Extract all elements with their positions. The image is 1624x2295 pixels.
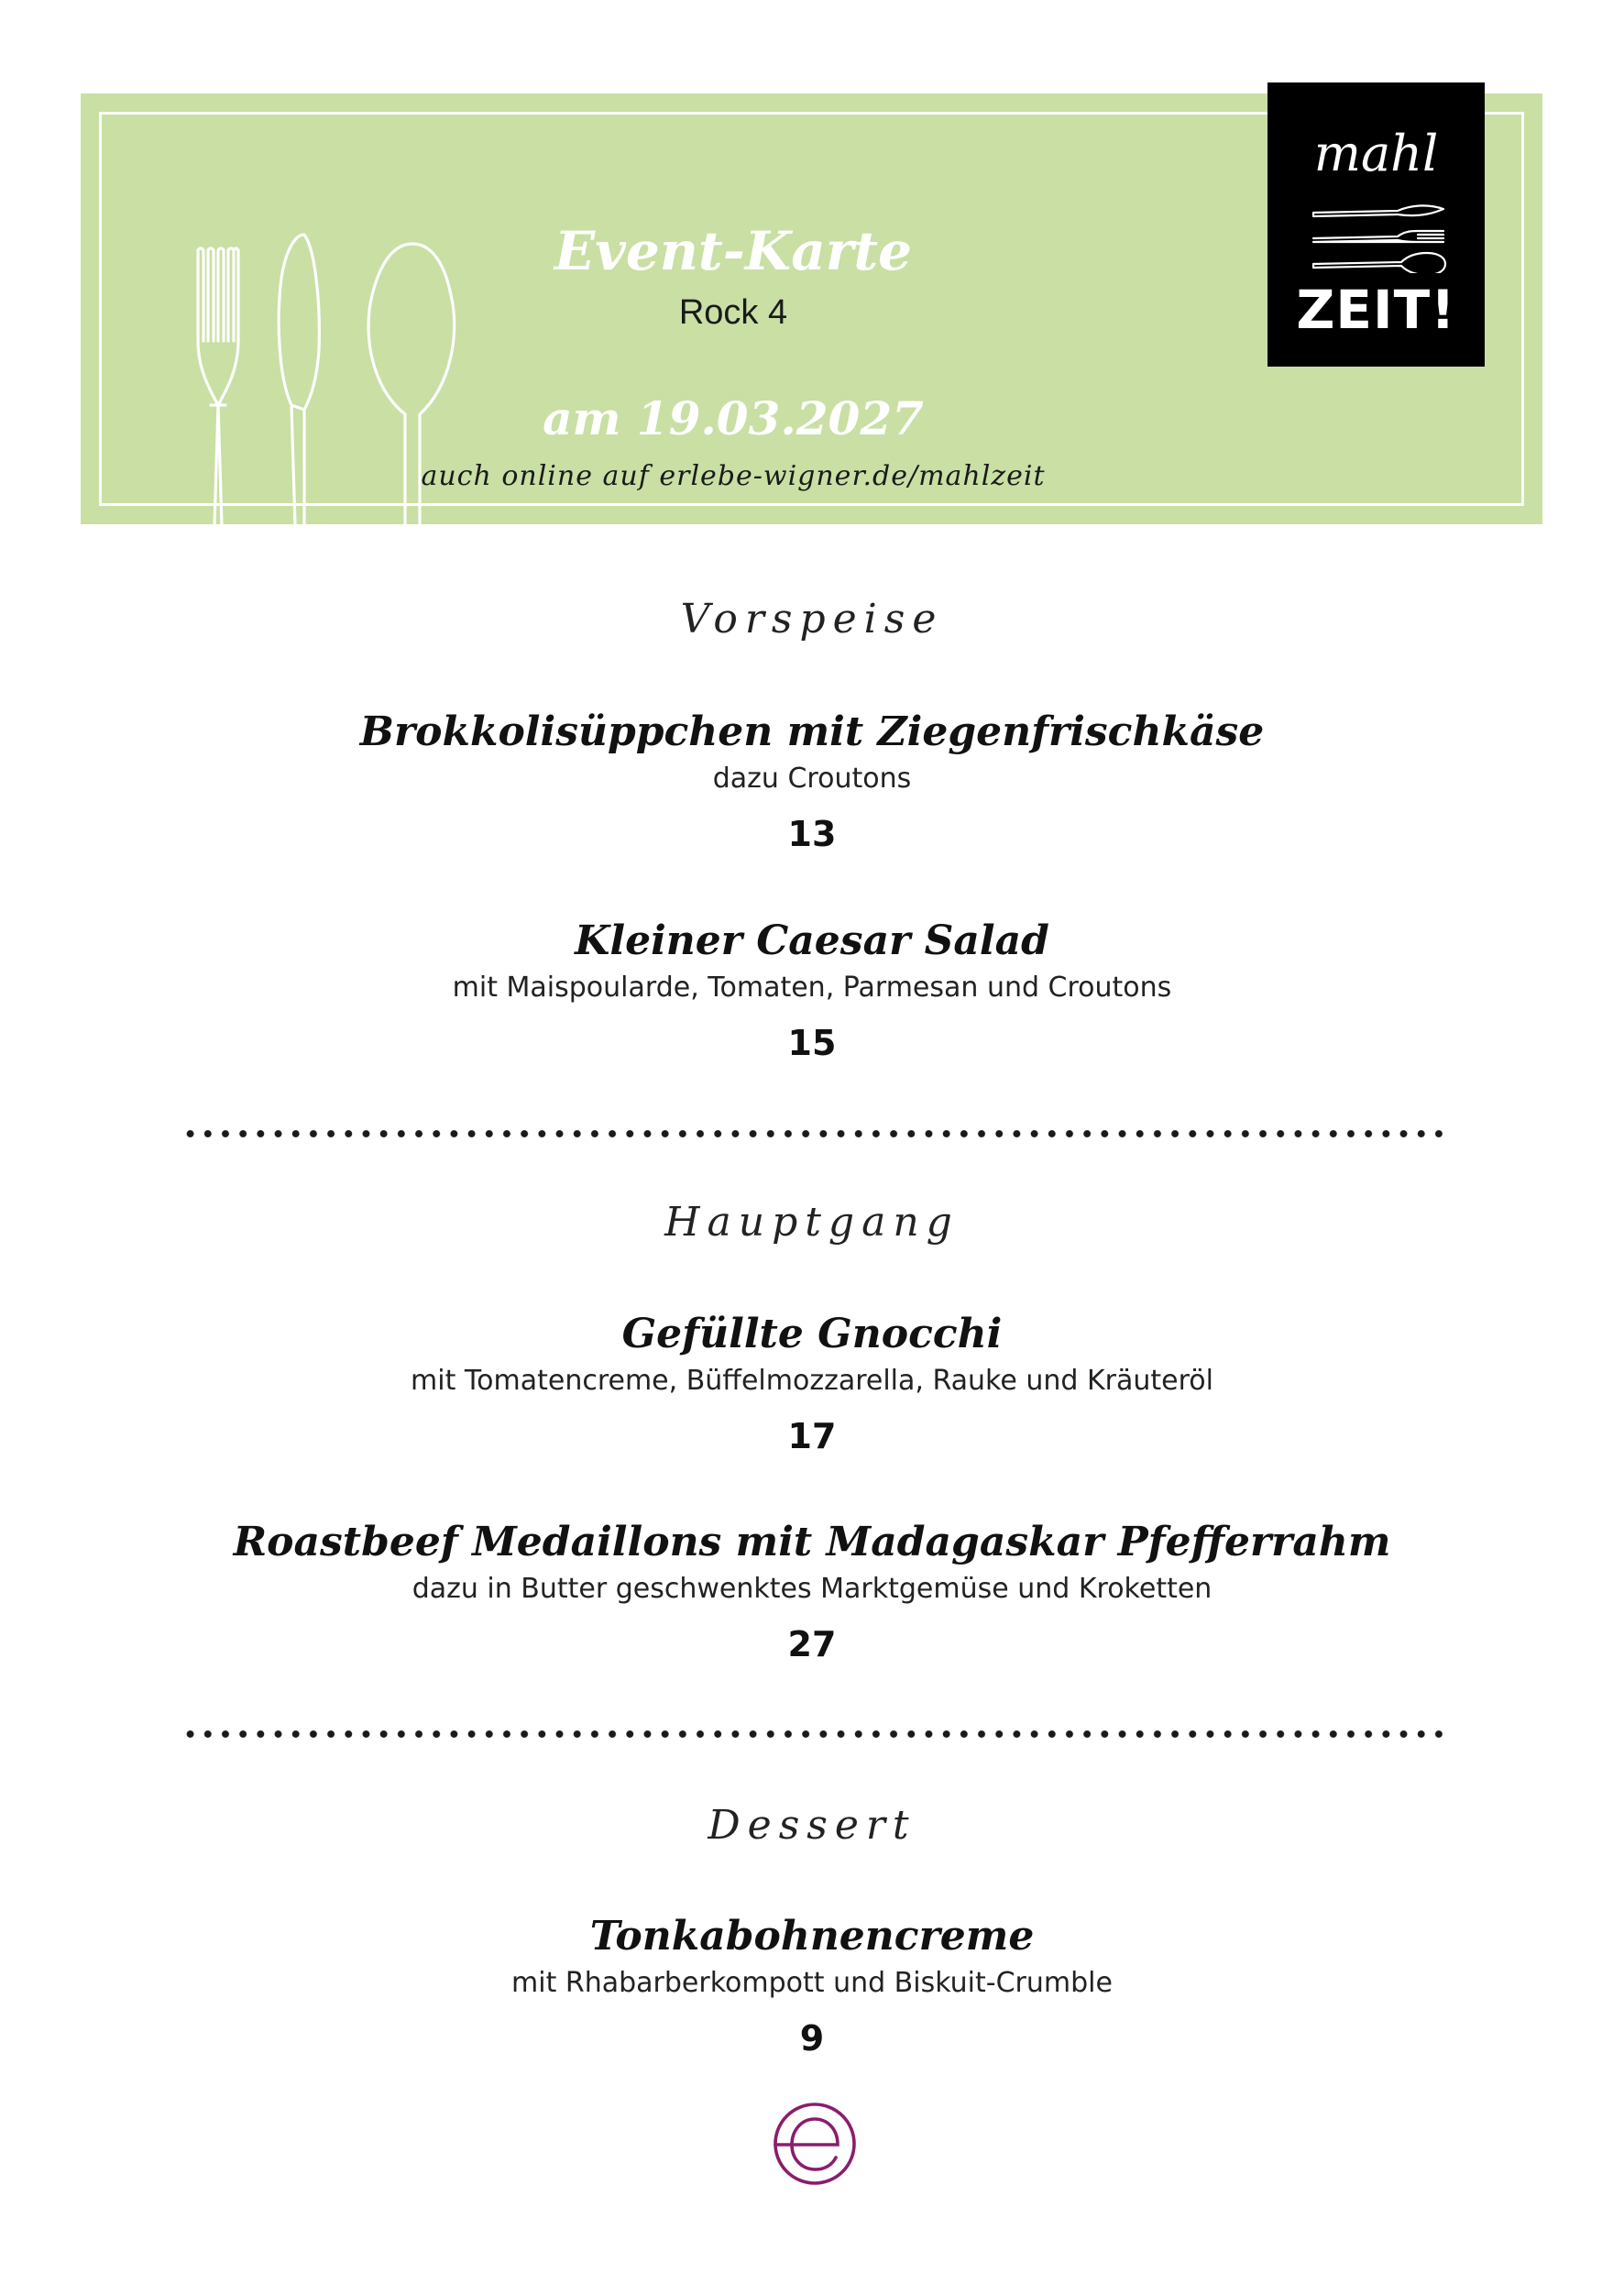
dish-description: dazu in Butter geschwenktes Marktgemüse und Kroketten [411,1573,1213,1605]
dish-price: 13 [787,814,837,854]
menu-item [0,1910,1624,2064]
dish-name: Gefüllte Gnocchi [621,1311,1003,1357]
section-title-hauptgang: Hauptgang [664,1199,960,1246]
menu-item [0,706,1624,860]
menu-item [0,1308,1624,1462]
e-brand-logo-icon [772,2099,858,2189]
dish-price: 17 [787,1416,837,1456]
dish-price: 9 [799,2018,825,2059]
dish-description: mit Maispoularde, Tomaten, Parmesan und Croutons [452,972,1172,1004]
dish-description: mit Rhabarberkompott und Biskuit-Crumble [511,1967,1113,1999]
logo-bottom-text: ZEIT! [1296,279,1456,341]
event-title: Event-Karte [554,220,913,282]
dish-name: Tonkabohnencreme [589,1913,1035,1960]
dish-description: dazu Croutons [712,763,912,795]
section-title-dessert: Dessert [708,1802,916,1849]
dish-price: 15 [787,1023,837,1063]
dish-description: mit Tomatencreme, Büffelmozzarella, Rauke und Kräuteröl [411,1365,1213,1397]
event-date: am 19.03.2027 [543,391,924,445]
dotted-divider [181,1729,1446,1739]
section-title-vorspeise: Vorspeise [680,596,944,642]
dish-price: 27 [787,1624,837,1664]
dish-name: Roastbeef Medaillons mit Madagaskar Pfefferrahm [233,1519,1391,1565]
dish-name: Brokkolisüppchen mit Ziegenfrischkäse [359,708,1265,755]
dish-name: Kleiner Caesar Salad [575,917,1049,964]
menu-item [0,1516,1624,1670]
logo-top-text: mahl [1313,125,1439,182]
menu-item [0,915,1624,1069]
online-note: auch online auf erlebe-wigner.de/mahlzeit [421,460,1046,492]
event-subtitle: Rock 4 [678,293,788,332]
mahlzeit-logo [1267,82,1485,367]
cutlery-icon [1310,198,1447,273]
dotted-divider [181,1129,1446,1138]
